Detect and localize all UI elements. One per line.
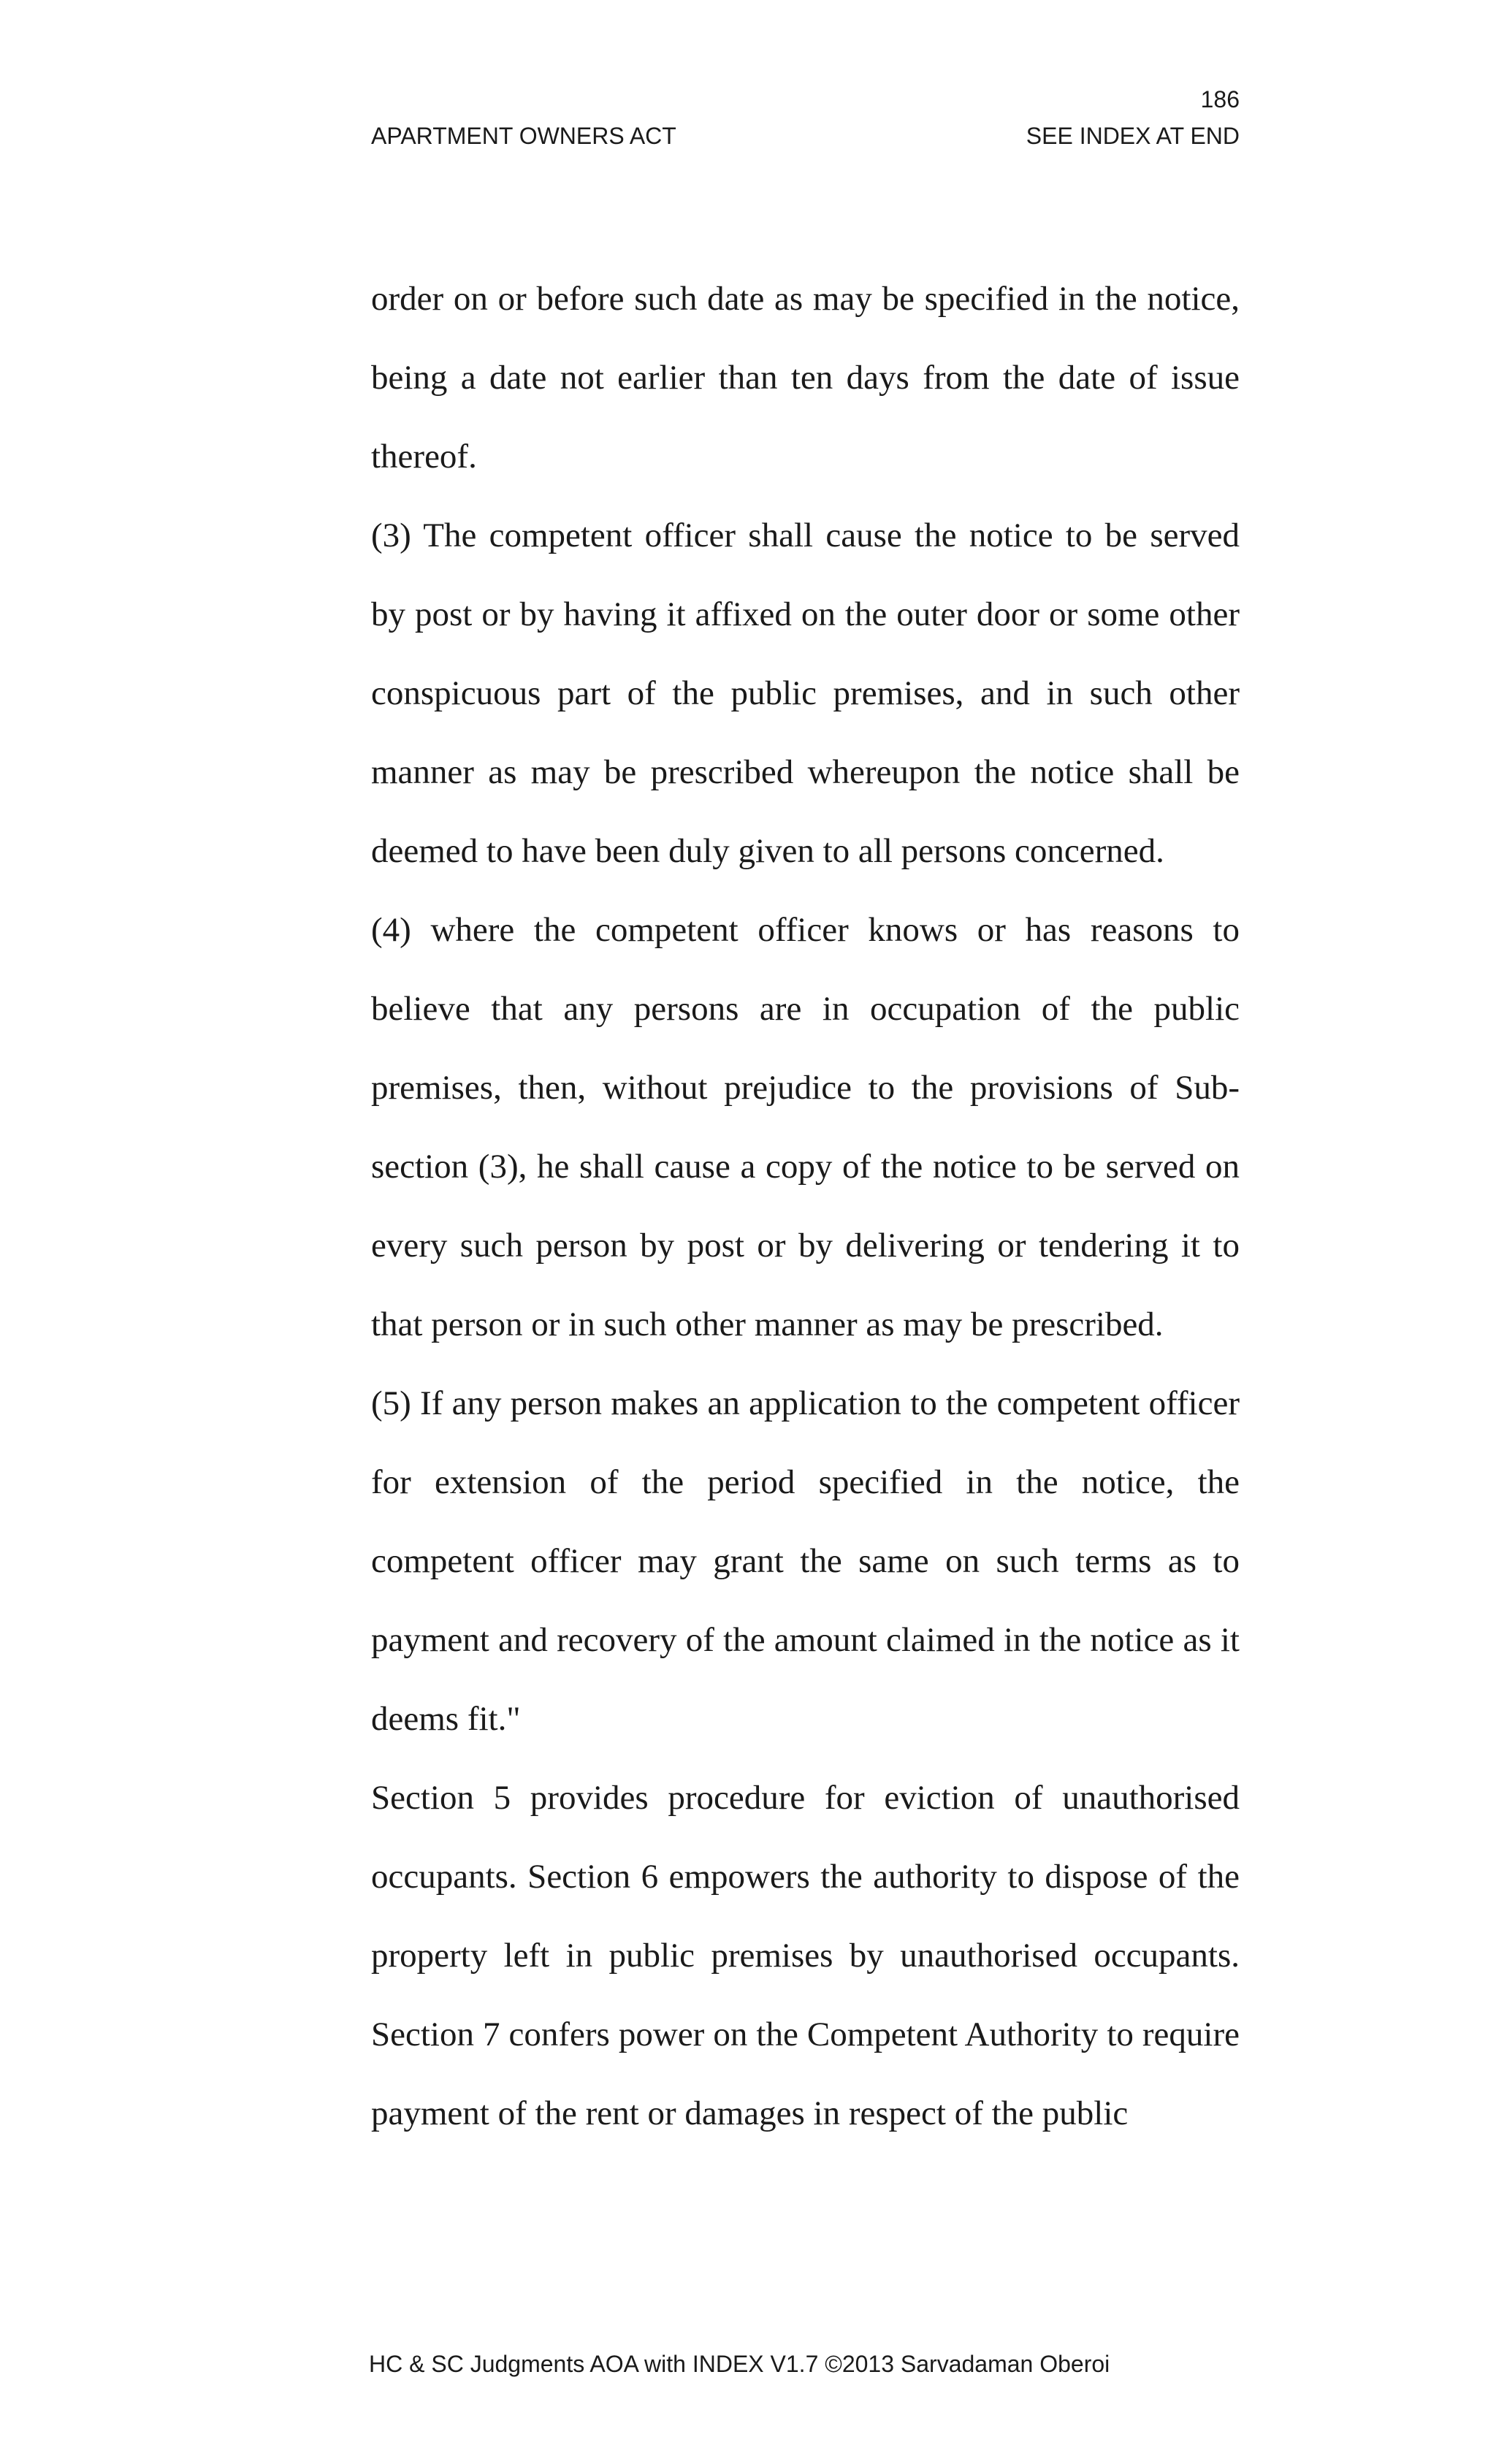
- paragraph-3: (4) where the competent officer knows or has reasons to believe that any persons are in occupation of the public premises, then, without prejudice to the provisions of Sub-section (3), he shall cause a copy of the notice to be served on every such person by post or by delivering or tendering it to that person or in such other manner as may be prescribed.: [371, 911, 1240, 1343]
- header-title: APARTMENT OWNERS ACT: [371, 123, 676, 149]
- paragraph-5: Section 5 provides procedure for eviction of unauthorised occupants. Section 6 empowers the authority to dispose of the property left in public premises by unauthorised occupants. Section 7 confers power on the Competent Authority to require payment of the rent or damages in respect of the public: [371, 1779, 1240, 2132]
- paragraph-4: (5) If any person makes an application to the competent officer for extension of the period specified in the notice, the competent officer may grant the same on such terms as to payment and recovery of the amount claimed in the notice as it deems fit.": [371, 1384, 1240, 1738]
- footer: HC & SC Judgments AOA with INDEX V1.7 ©2013 Sarvadaman Oberoi: [369, 2351, 1110, 2377]
- paragraph-2: (3) The competent officer shall cause the notice to be served by post or by having it affixed on the outer door or some other conspicuous part of the public premises, and in such other manner as may be prescribed whereupon the notice shall be deemed to have been duly given to all persons concerned.: [371, 516, 1240, 870]
- page-number: 186: [1200, 86, 1240, 112]
- header-index-note: SEE INDEX AT END: [1026, 123, 1240, 149]
- paragraph-1: order on or before such date as may be specified in the notice, being a date not earlier than ten days from the date of issue thereof.: [371, 280, 1240, 476]
- body-text: [371, 259, 1240, 2153]
